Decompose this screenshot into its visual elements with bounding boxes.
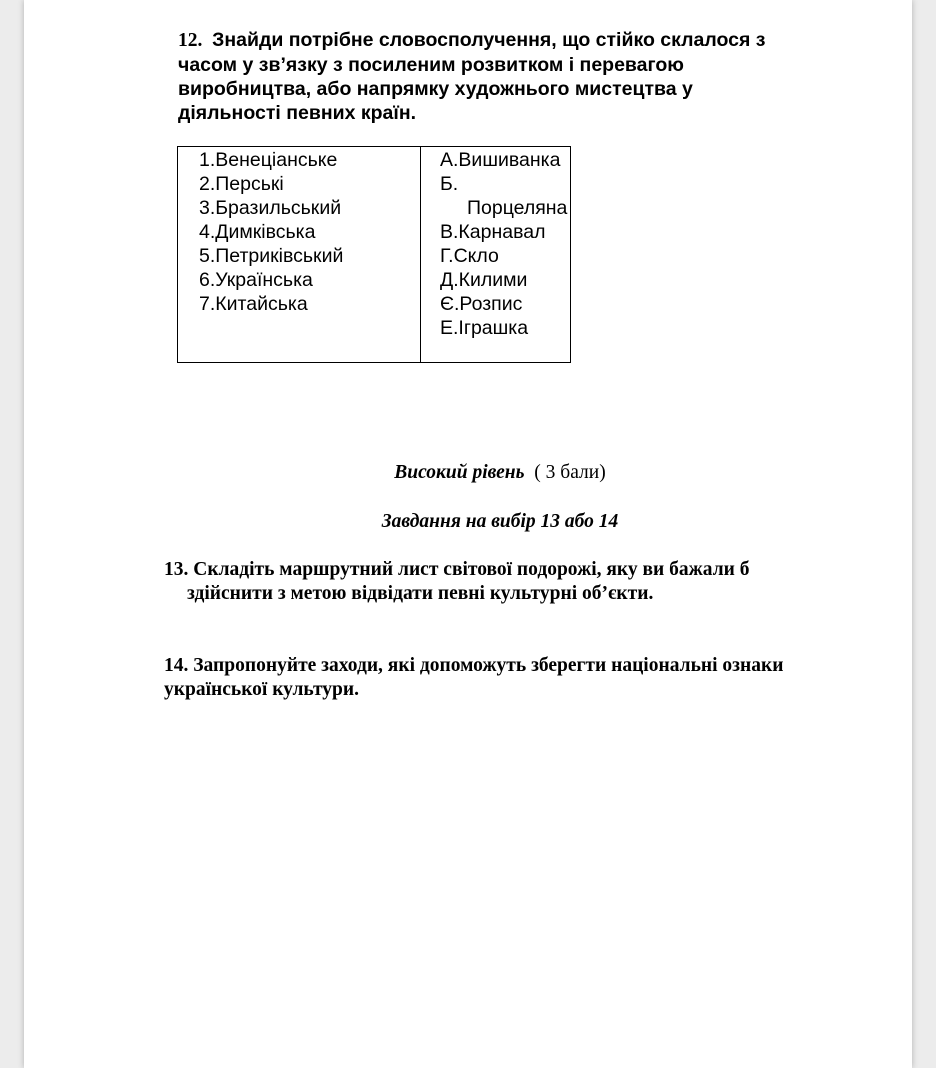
right-item: Г.Скло	[440, 245, 499, 267]
right-item: В.Карнавал	[440, 221, 546, 243]
question-13-line-2: здійснити з метою відвідати певні культурні об’єкти.	[187, 583, 654, 604]
right-column	[440, 148, 567, 340]
level-heading	[0, 460, 936, 486]
matching-table	[177, 146, 571, 363]
left-item: 7.Китайська	[199, 293, 308, 315]
left-item: 5.Петриківський	[199, 245, 344, 267]
question-12-number: 12.	[178, 30, 203, 51]
question-12-line-3: виробництва, або напрямку художнього мистецтва у	[178, 78, 693, 100]
right-item: Д.Килими	[440, 269, 528, 291]
right-item: Б.	[440, 173, 459, 195]
choice-heading: Завдання на вибір 13 або 14	[381, 511, 619, 532]
question-12	[178, 28, 838, 125]
table-column-divider	[420, 147, 421, 362]
question-14-line-2: української культури.	[164, 679, 359, 700]
left-column	[199, 148, 343, 316]
right-item: А.Вишиванка	[440, 149, 561, 171]
question-12-line-2: часом у зв’язку з посиленим розвитком і перевагою	[178, 54, 684, 76]
left-item: 2.Перські	[199, 173, 284, 195]
right-item: Є.Розпис	[440, 293, 523, 315]
question-13-line-1: 13. Складіть маршрутний лист світової подорожі, яку ви бажали б	[164, 559, 750, 580]
question-12-line-1: 12. Знайди потрібне словосполучення, що стійко склалося з	[178, 29, 766, 51]
level-title: Високий рівень	[394, 462, 525, 483]
left-item: 1.Венеціанське	[199, 149, 338, 171]
left-item: 3.Бразильський	[199, 197, 342, 219]
right-item: Порцеляна	[467, 197, 568, 219]
question-13	[164, 558, 864, 606]
right-item: Е.Іграшка	[440, 317, 529, 339]
question-14-line-1: 14. Запропонуйте заходи, які допоможуть зберегти національні ознаки	[164, 655, 784, 676]
question-14	[164, 654, 864, 702]
question-12-line-4: діяльності певних країн.	[178, 102, 417, 124]
level-points: ( 3 бали)	[534, 462, 606, 483]
left-item: 6.Українська	[199, 269, 313, 291]
left-item: 4.Димківська	[199, 221, 316, 243]
